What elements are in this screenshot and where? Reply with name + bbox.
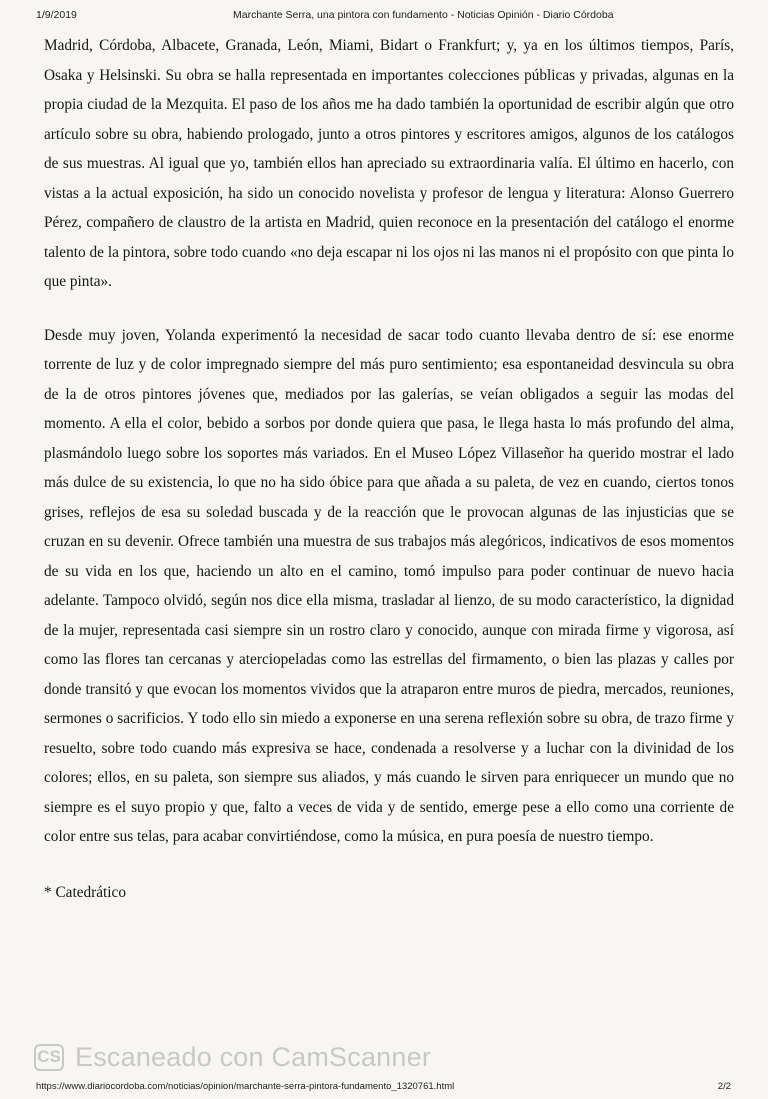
- camscanner-watermark: [34, 1040, 431, 1074]
- camscanner-logo-icon: CS: [34, 1044, 64, 1071]
- author-signature: * Catedrático: [44, 883, 126, 901]
- article-paragraph: Madrid, Córdoba, Albacete, Granada, León, Miami, Bidart o Frankfurt; y, ya en los últimos tiempos, París, Osaka y Helsinski. Su obra se halla representada en importantes colecciones públicas y privadas, algunas en la propia ciudad de la Mezquita. El paso de los años me ha dado también la oportunidad de escribir algún que otro artículo sobre su obra, habiendo prologado, junto a otros pintores y escritores amigos, algunos de los catálogos de sus muestras. Al igual que yo, también ellos han apreciado su extraordinaria valía. El último en hacerlo, con vistas a la actual exposición, ha sido un conocido novelista y profesor de lengua y literatura: Alonso Guerrero Pérez, compañero de claustro de la artista en Madrid, quien reconoce en la presentación del catálogo el enorme talento de la pintora, sobre todo cuando «no deja escapar ni los ojos ni las manos ni el propósito con que pinta lo que pinta».: [44, 37, 734, 290]
- print-header: [0, 9, 768, 25]
- page-number: 2/2: [717, 1081, 731, 1092]
- page-url: https://www.diariocordoba.com/noticias/opinion/marchante-serra-pintora-fundamento_1320761.html: [36, 1081, 455, 1092]
- article-paragraph: Desde muy joven, Yolanda experimentó la necesidad de sacar todo cuanto llevaba dentro de sí: ese enorme torrente de luz y de color impregnado siempre del más puro sentimiento; esa espontaneidad desvincula su obra de la de otros pintores jóvenes que, mediados por las galerías, se veían obligados a seguir las modas del momento. A ella el color, bebido a sorbos por donde quiera que pasa, le llega hasta lo más profundo del alma, plasmándolo luego sobre los soportes más variados. En el Museo López Villaseñor ha querido mostrar el lado más dulce de su existencia, lo que no ha sido óbice para que añada a su paleta, de vez en cuando, ciertos tonos grises, reflejos de esa su soledad buscada y de la reacción que le provocan algunas de las injusticias que se cruzan en su devenir. Ofrece también una muestra de sus trabajos más alegóricos, indicativos de esos momentos de su vida en los que, haciendo un alto en el camino, tomó impulso para poder continuar de nuevo hacia adelante. Tampoco olvidó, según nos dice ella misma, trasladar al lienzo, de su modo característico, la dignidad de la mujer, representada casi siempre sin un rostro claro y conocido, aunque con mirada firme y vigorosa, así como las flores tan cercanas y aterciopeladas como las estrellas del firmamento, o bien las plazas y calles por donde transitó y que evocan los momentos vividos que la atraparon entre muros de piedra, mercados, reuniones, sermones o sacrificios. Y todo ello sin miedo a exponerse en una serena reflexión sobre su obra, de trazo firme y resuelto, sobre todo cuando más expresiva se hace, condenada a resolverse y a luchar con la divinidad de los colores; ellos, en su paleta, son siempre sus aliados, y más cuando le sirven para enriquecer un mundo que no siempre es el suyo propio y que, falto a veces de vida y de sentido, emerge pese a ello como una corriente de color entre sus telas, para acabar convirtiéndose, como la música, en pura poesía de nuestro tiempo.: [44, 326, 734, 845]
- print-footer: [0, 1081, 768, 1095]
- article-body: [44, 31, 734, 907]
- page-title: Marchante Serra, una pintora con fundamento - Noticias Opinión - Diario Córdoba: [233, 9, 614, 21]
- camscanner-label: Escaneado con CamScanner: [75, 1041, 432, 1072]
- print-date: 1/9/2019: [36, 9, 77, 21]
